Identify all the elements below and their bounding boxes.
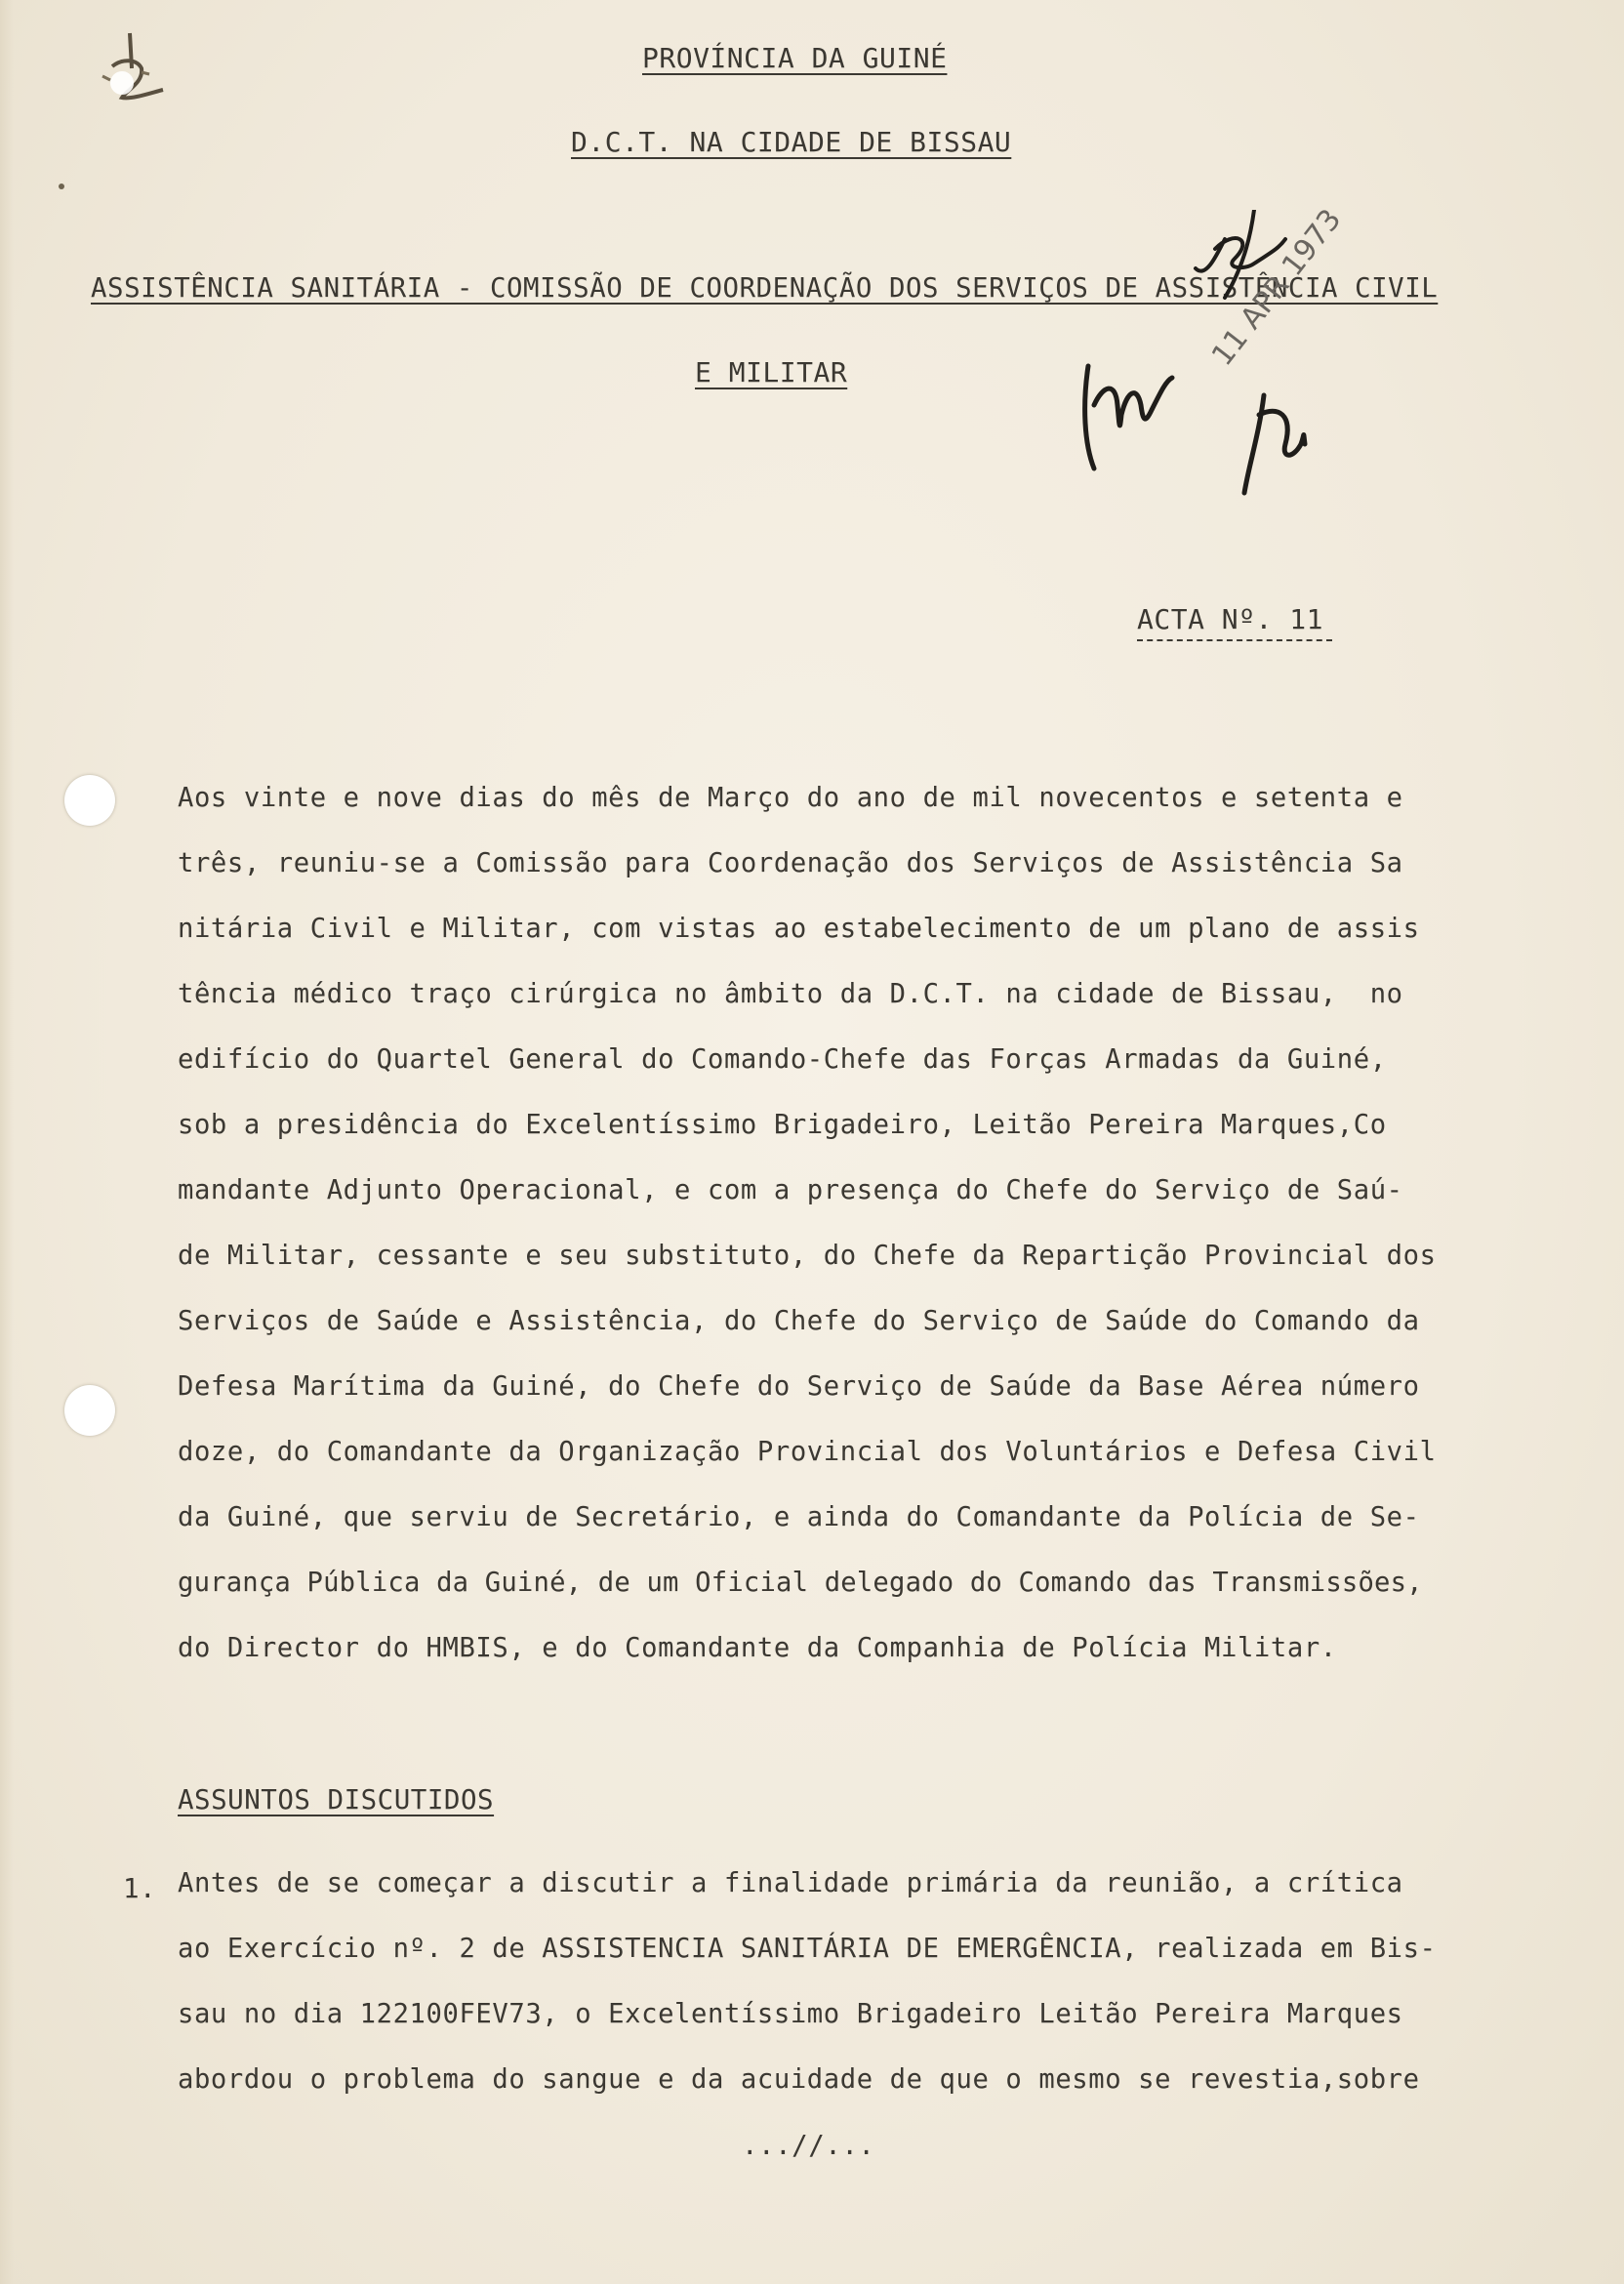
intro-line: três, reuniu-se a Comissão para Coordenação dos Serviços de Assistência Sa — [178, 848, 1403, 878]
intro-line: sob a presidência do Excelentíssimo Brigadeiro, Leitão Pereira Marques,Co — [178, 1110, 1387, 1140]
intro-line: mandante Adjunto Operacional, e com a presença do Chefe do Serviço de Saú- — [178, 1175, 1403, 1205]
intro-line: de Militar, cessante e seu substituto, do Chefe da Repartição Provincial dos — [178, 1241, 1437, 1271]
commission-title-line1: ASSISTÊNCIA SANITÁRIA - COMISSÃO DE COORDENAÇÃO DOS SERVIÇOS DE ASSISTÊNCIA CIVIL — [91, 273, 1439, 304]
intro-line: Defesa Marítima da Guiné, do Chefe do Serviço de Saúde da Base Aérea número — [178, 1371, 1420, 1402]
item-line: abordou o problema do sangue e da acuidade de que o mesmo se revestia,sobre — [178, 2064, 1420, 2095]
staple-mark-icon — [83, 29, 171, 117]
intro-line: da Guiné, que serviu de Secretário, e ainda do Comandante da Polícia de Se- — [178, 1502, 1420, 1532]
punch-hole-top — [64, 775, 115, 826]
punch-hole-bottom — [64, 1385, 115, 1436]
acta-number: ACTA Nº. 11 — [1137, 603, 1323, 635]
intro-line: nitária Civil e Militar, com vistas ao estabelecimento de um plano de assis — [178, 914, 1420, 944]
paper-edge-shadow — [0, 0, 14, 2284]
received-date-stamp: 11 APR 1973 — [1205, 202, 1349, 373]
ink-dot — [59, 184, 64, 189]
intro-line: doze, do Comandante da Organização Provincial dos Voluntários e Defesa Civil — [178, 1437, 1437, 1467]
item-line: sau no dia 122100FEV73, o Excelentíssimo Brigadeiro Leitão Pereira Marques — [178, 1999, 1403, 2029]
intro-line: gurança Pública da Guiné, de um Oficial delegado do Comando das Transmissões, — [178, 1568, 1423, 1598]
section-heading: ASSUNTOS DISCUTIDOS — [178, 1784, 495, 1815]
item-line: Antes de se começar a discutir a finalidade primária da reunião, a crítica — [178, 1868, 1403, 1898]
item-number: 1. — [123, 1873, 157, 1904]
item-line: ao Exercício nº. 2 de ASSISTENCIA SANITÁRIA DE EMERGÊNCIA, realizada em Bis- — [178, 1934, 1437, 1964]
intro-line: Aos vinte e nove dias do mês de Março do ano de mil novecentos e setenta e — [178, 783, 1403, 813]
page-continuation-mark: ...//... — [742, 2130, 875, 2161]
acta-underline — [1137, 639, 1332, 641]
dct-heading: D.C.T. NA CIDADE DE BISSAU — [571, 126, 1012, 158]
province-heading: PROVÍNCIA DA GUINÉ — [642, 42, 948, 74]
commission-title-line2: E MILITAR — [695, 356, 848, 388]
intro-line: tência médico traço cirúrgica no âmbito da D.C.T. na cidade de Bissau, no — [178, 979, 1403, 1009]
intro-line: do Director do HMBIS, e do Comandante da Companhia de Polícia Militar. — [178, 1633, 1337, 1663]
intro-line: edifício do Quartel General do Comando-Chefe das Forças Armadas da Guiné, — [178, 1044, 1387, 1075]
intro-line: Serviços de Saúde e Assistência, do Chefe do Serviço de Saúde do Comando da — [178, 1306, 1420, 1336]
